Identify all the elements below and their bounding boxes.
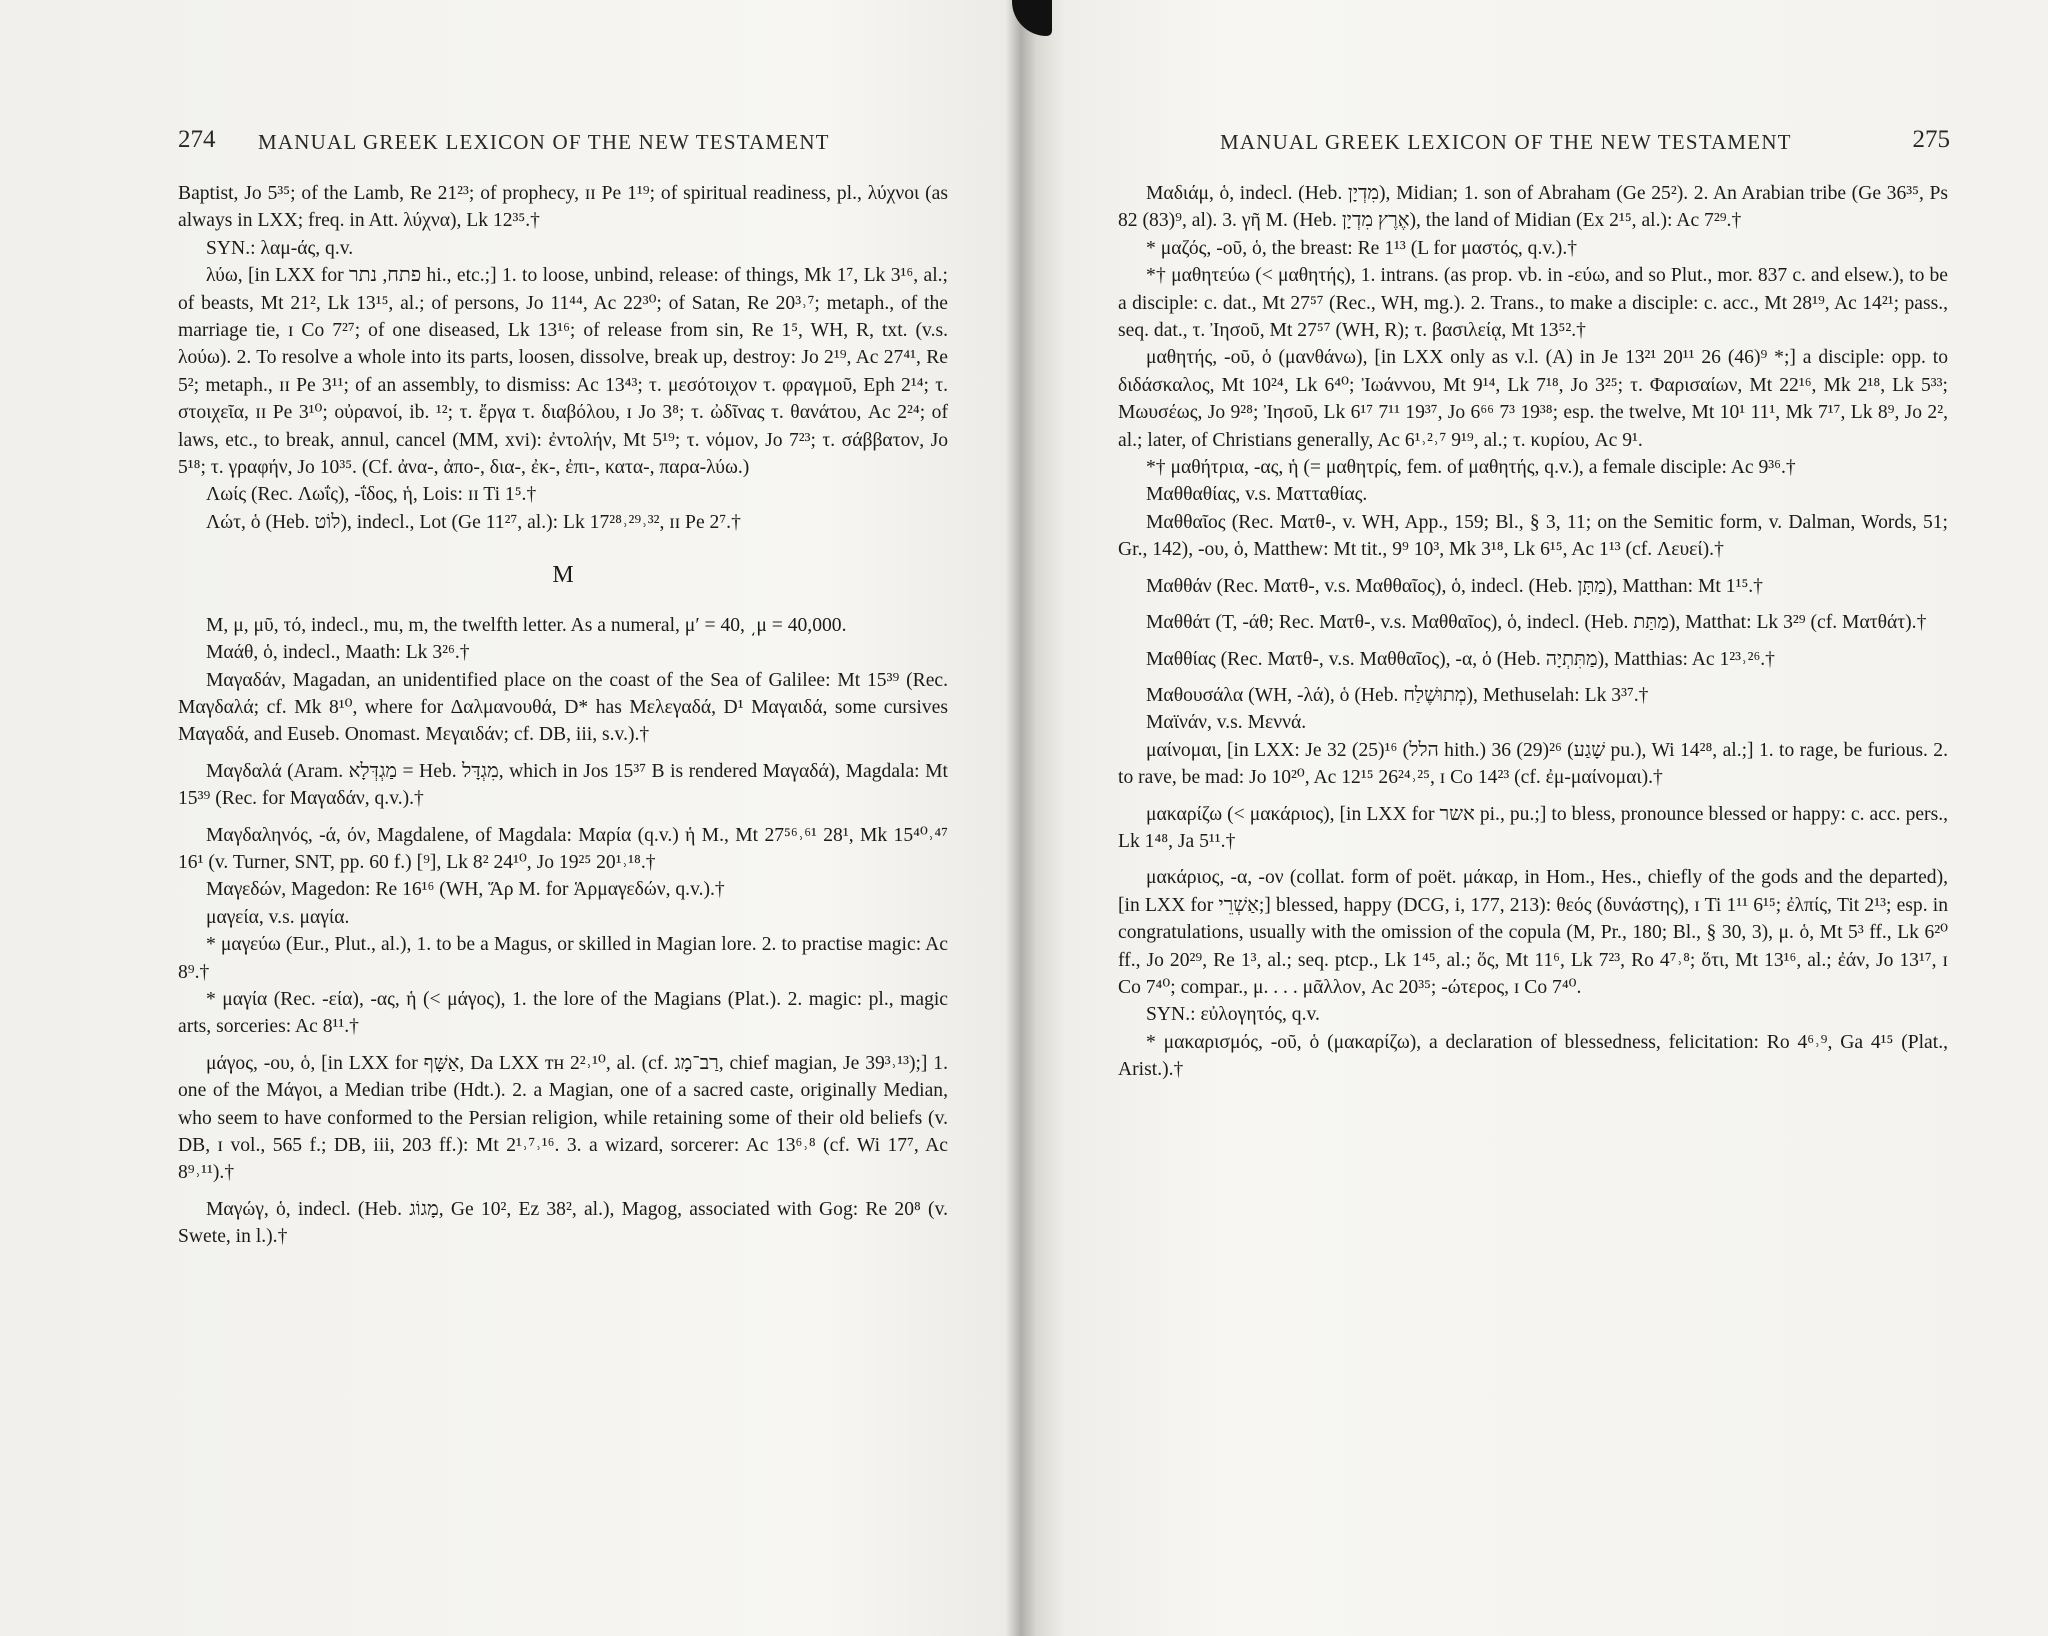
right-page-number: 275 — [1912, 126, 1950, 153]
lexicon-entry: Μαγδαληνός, -ά, όν, Magdalene, of Magdala: Μαρία (q.v.) ἡ M., Mt 27⁵⁶˒⁶¹ 28¹, Mk 15⁴⁰˒⁴⁷ 16¹ (v. Turner, SNT, pp. 60 f.) [⁹], Lk 8² 24¹⁰, Jo 19²⁵ 20¹˒¹⁸.† — [178, 824, 948, 873]
lexicon-entry: μαίνομαι, [in LXX: Je 32 (25)¹⁶ (הלל hith.) 36 (29)²⁶ (שָׁגַע pu.), Wi 14²⁸, al.;] 1. to rage, be furious. 2. to rave, be mad: Jo 10²⁰, Ac 12¹⁵ 26²⁴˒²⁵, ɪ Co 14²³ (cf. ἐμ-μαίνομαι).† — [1118, 739, 1949, 789]
lexicon-entry: Baptist, Jo 5³⁵; of the Lamb, Re 21²³; of prophecy, ɪɪ Pe 1¹⁹; of spiritual readiness, pl., λύχνοι (as always in LXX; freq. in Att. λύχνα), Lk 12³⁵.† — [178, 183, 948, 232]
lexicon-entry: Λωίς (Rec. Λωΐς), -ΐδος, ἡ, Lois: ɪɪ Ti 1⁵.† — [206, 484, 537, 506]
lexicon-entry: * μακαρισμός, -οῦ, ὁ (μακαρίζω), a declaration of blessedness, felicitation: Ro 4⁶˒⁹, Ga 4¹⁵ (Plat., Arist.).† — [1118, 1031, 1948, 1081]
lexicon-entry: Μαγεδών, Magedon: Re 16¹⁶ (WH, Ἅρ M. for Ἁρμαγεδών, q.v.).† — [206, 879, 725, 901]
lexicon-entry: *† μαθητεύω (< μαθητής), 1. intrans. (as prop. vb. in -εύω, and so Plut., mor. 837 c. and elsew.), to be a disciple: c. dat., Mt 27⁵⁷ (Rec., WH, mg.). 2. Trans., to make a disciple: c. acc., Mt 28¹⁹, Ac 14²¹; pass., seq. dat., τ. Ἰησοῦ, Mt 27⁵⁷ (WH, R); τ. βασιλείᾳ, Mt 13⁵².† — [1118, 265, 1948, 342]
left-page — [0, 0, 1010, 1636]
lexicon-entry: * μαγεύω (Eur., Plut., al.), 1. to be a Magus, or skilled in Magian lore. 2. to practise magic: Ac 8⁹.† — [178, 934, 948, 983]
lexicon-entry: μακάριος, -α, -ον (collat. form of poët. μάκαρ, in Hom., Hes., chiefly of the gods and the departed), [in LXX for אַשְׁרֵי;] blessed, happy (DCG, i, 177, 213): θεός (δυνάστης), ɪ Ti 1¹¹ 6¹⁵; ἐλπίς, Tit 2¹³; esp. in congratulations, usually with the omission of the copula (M, Pr., 180; Bl., § 30, 3), μ. ὁ, Mt 5³ ff., Lk 6²⁰ ff., Jo 20²⁹, Re 1³, al.; seq. ptcp., Lk 1⁴⁵, al.; ὅς, Mt 11⁶, Lk 7²³, Ro 4⁷˒⁸; ὅτι, Mt 13¹⁶, al.; ἐάν, Jo 13¹⁷, ɪ Co 7⁴⁰; compar., μ. . . . μᾶλλον, Ac 20³⁵; -ώτερος, ɪ Co 7⁴⁰. — [1118, 867, 1949, 998]
lexicon-entry: * μαγία (Rec. -εία), -ας, ἡ (< μάγος), 1. the lore of the Magians (Plat.). 2. magic: pl., magic arts, sorceries: Ac 8¹¹.† — [178, 988, 948, 1038]
lexicon-entry: μάγος, -ου, ὁ, [in LXX for אַשָּׁף, Da LXX ᴛʜ 2²˒¹⁰, al. (cf. רַב־מָג, chief magian, Je 39³˒¹³);] 1. one of the Μάγοι, a Median tribe (Hdt.). 2. a Magian, one of a sacred caste, originally Median, who seem to have conformed to the Persian religion, while retaining some of their old beliefs (v. DB, ɪ vol., 565 f.; DB, iii, 203 ff.): Mt 2¹˒⁷˒¹⁶. 3. a wizard, sorcerer: Ac 13⁶˒⁸ (cf. Wi 17⁷, Ac 8⁹˒¹¹).† — [178, 1052, 949, 1184]
lexicon-entry: *† μαθήτρια, -ας, ἡ (= μαθητρίς, fem. of μαθητής, q.v.), a female disciple: Ac 9³⁶.† — [1146, 457, 1796, 479]
lexicon-entry: SYN.: εὐλογητός, q.v. — [1146, 1004, 1320, 1026]
lexicon-entry: * μαζός, -οῦ, ὁ, the breast: Re 1¹³ (L for μαστός, q.v.).† — [1146, 237, 1578, 259]
lexicon-entry: λύω, [in LXX for פתח, נתר hi., etc.;] 1. to loose, unbind, release: of things, Mk 1⁷, Lk 3¹⁶, al.; of beasts, Mt 21², Lk 13¹⁵, al.; of persons, Jo 11⁴⁴, Ac 22³⁰; of Satan, Re 20³˒⁷; metaph., of the marriage tie, ɪ Co 7²⁷; of one diseased, Lk 13¹⁶; of release from sin, Re 1⁵, WH, R, txt. (v.s. λούω). 2. To resolve a whole into its parts, loosen, dissolve, break up, destroy: Jo 2¹⁹, Ac 27⁴¹, Re 5²; metaph., ɪɪ Pe 3¹¹; of an assembly, to dismiss: Ac 13⁴³; τ. μεσότοιχον τ. φραγμοῦ, Eph 2¹⁴; τ. στοιχεῖα, ɪɪ Pe 3¹⁰; οὐρανοί, ib. ¹²; τ. ἔργα τ. διαβόλου, ɪ Jo 3⁸; τ. ὠδῖνας τ. θανάτου, Ac 2²⁴; of laws, etc., to break, annul, cancel (MM, xvi): ἐντολήν, Mt 5¹⁹; τ. νόμον, Jo 7²³; τ. σάββατον, Jo 5¹⁸; τ. γραφήν, Jo 10³⁵. (Cf. ἀνα-, ἀπο-, δια-, ἐκ-, ἐπι-, κατα-, παρα-λύω.) — [178, 265, 948, 479]
lexicon-entry: Μαθουσάλα (WH, -λά), ὁ (Heb. מְתוּשֶׁלַח), Methuselah: Lk 3³⁷.† — [1146, 684, 1649, 706]
lexicon-entry: Μαθθίας (Rec. Ματθ-, v.s. Μαθθαῖος), -α, ὁ (Heb. מַתִּתְיָה), Matthias: Ac 1²³˒²⁶.† — [1146, 648, 1775, 670]
gutter-shadow — [1006, 0, 1036, 1636]
lexicon-entry: Μ, μ, μῦ, τό, indecl., mu, m, the twelfth letter. As a numeral, μ′ = 40, ͵μ = 40,000. — [206, 614, 847, 636]
left-page-body — [178, 180, 948, 1251]
lexicon-entry: μακαρίζω (< μακάριος), [in LXX for אשר pi., pu.;] to bless, pronounce blessed or happy: c. acc. pers., Lk 1⁴⁸, Ja 5¹¹.† — [1118, 803, 1949, 852]
right-page-body — [1118, 180, 1948, 1084]
lexicon-entry: Μαθθάν (Rec. Ματθ-, v.s. Μαθθαῖος), ὁ, indecl. (Heb. מַתָּן), Matthan: Mt 1¹⁵.† — [1146, 575, 1763, 597]
lexicon-entry: Μαάθ, ὁ, indecl., Maath: Lk 3²⁶.† — [206, 642, 470, 664]
lexicon-entry: Λώτ, ὁ (Heb. לוֹט), indecl., Lot (Ge 11²⁷, al.): Lk 17²⁸˒²⁹˒³², ɪɪ Pe 2⁷.† — [206, 511, 741, 533]
left-page-number: 274 — [178, 126, 216, 153]
lexicon-entry: Μαδιάμ, ὁ, indecl. (Heb. מִדְיָן), Midian; 1. son of Abraham (Ge 25²). 2. An Arabian tribe (Ge 36³⁵, Ps 82 (83)⁹, al). 3. γῆ M. (Heb. אֶרֶץ מִדְיָן), the land of Midian (Ex 2¹⁵, al.): Ac 7²⁹.† — [1118, 183, 1948, 232]
lexicon-entry: Μαθθαθίας, v.s. Ματταθίας. — [1146, 484, 1368, 506]
right-running-title: MANUAL GREEK LEXICON OF THE NEW TESTAMENT — [1220, 130, 1792, 154]
lexicon-entry: Μαγώγ, ὁ, indecl. (Heb. מָגוֹג, Ge 10², Ez 38², al.), Magog, associated with Gog: Re 20⁸ (v. Swete, in l.).† — [178, 1198, 948, 1248]
lexicon-entry: Μαθθάτ (T, -άθ; Rec. Ματθ-, v.s. Μαθθαῖος), ὁ, indecl. (Heb. מַתַּת), Matthat: Lk 3²⁹ (cf. Ματθάτ).† — [1146, 612, 1927, 634]
section-letter-heading: M — [552, 562, 574, 589]
lexicon-entry: SYN.: λαμ-άς, q.v. — [206, 237, 354, 259]
lexicon-entry: μαγεία, v.s. μαγία. — [206, 906, 350, 928]
left-running-title: MANUAL GREEK LEXICON OF THE NEW TESTAMENT — [258, 130, 830, 154]
lexicon-entry: Μαγδαλά (Aram. מַגְדְּלָא = Heb. מִגְדָּל, which in Jos 15³⁷ B is rendered Μαγαδά), Magdala: Mt 15³⁹ (Rec. for Μαγαδάν, q.v.).† — [178, 760, 948, 810]
lexicon-entry: Μαϊνάν, v.s. Μεννά. — [1146, 712, 1307, 734]
lexicon-entry: Μαθθαῖος (Rec. Ματθ-, v. WH, App., 159; Bl., § 3, 11; on the Semitic form, v. Dalman, Words, 51; Gr., 142), -ου, ὁ, Matthew: Mt tit., 9⁹ 10³, Mk 3¹⁸, Lk 6¹⁵, Ac 1¹³ (cf. Λευεί).† — [1118, 511, 1948, 561]
right-page — [1040, 0, 2048, 1636]
lexicon-entry: Μαγαδάν, Magadan, an unidentified place on the coast of the Sea of Galilee: Mt 15³⁹ (Rec. Μαγδαλά; cf. Mk 8¹⁰, where for Δαλμανουθά, D* has Μελεγαδά, D¹ Μαγαιδά, some cursives Μαγαδά, and Euseb. Onomast. Μεγαιδάν; cf. DB, iii, s.v.).† — [178, 669, 948, 746]
lexicon-entry: μαθητής, -οῦ, ὁ (μανθάνω), [in LXX only as v.l. (A) in Je 13²¹ 20¹¹ 26 (46)⁹ *;] a disciple: opp. to διδάσκαλος, Mt 10²⁴, Lk 6⁴⁰; Ἰωάννου, Mt 9¹⁴, Lk 7¹⁸, Jo 3²⁵; τ. Φαρισαίων, Mt 22¹⁶, Mk 2¹⁸, Lk 5³³; Μωυσέως, Jo 9²⁸; Ἰησοῦ, Lk 6¹⁷ 7¹¹ 19³⁷, Jo 6⁶⁶ 7³ 19³⁸; esp. the twelve, Mt 10¹ 11¹, Mk 7¹⁷, Lk 8⁹, Jo 2², al.; later, of Christians generally, Ac 6¹˒²˒⁷ 9¹⁹, al.; τ. κυρίου, Ac 9¹. — [1118, 347, 1948, 451]
